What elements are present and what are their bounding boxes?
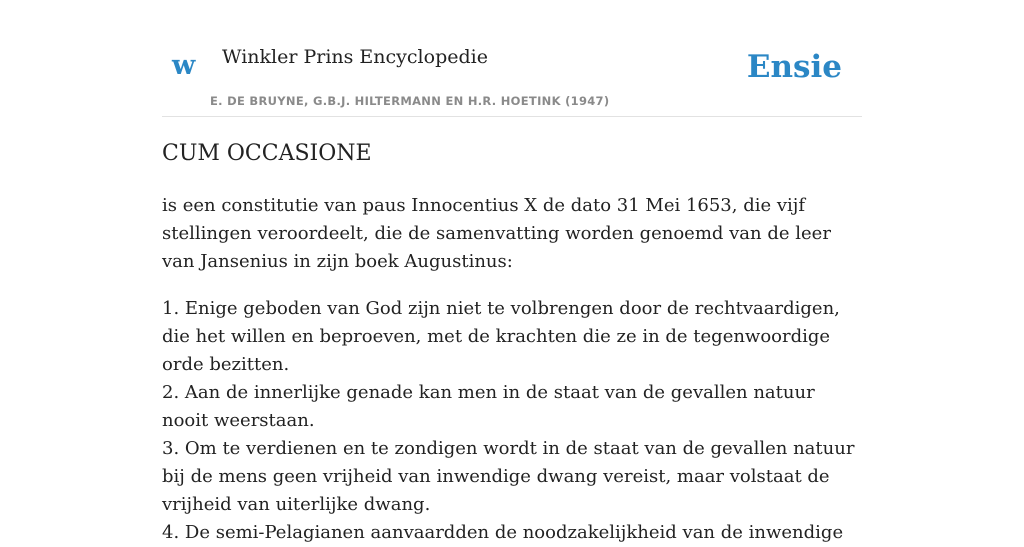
- ensie-logo[interactable]: Ensie: [746, 49, 842, 85]
- article-body: [162, 192, 862, 547]
- intro-paragraph: is een constitutie van paus Innocentius X de dato 31 Mei 1653, die vijf stellingen veroordeelt, die de samenvatting worden genoemd van de leer van Jansenius in zijn boek Augustinus:: [162, 195, 831, 272]
- authors-line: E. DE BRUYNE, G.B.J. HILTERMANN EN H.R. HOETINK (1947): [210, 94, 610, 108]
- list-item: 3. Om te verdienen en te zondigen wordt in de staat van de gevallen natuur bij de mens geen vrijheid van inwendige dwang vereist, maar volstaat de vrijheid van uiterlijke dwang.: [162, 438, 855, 515]
- list-item: 2. Aan de innerlijke genade kan men in de staat van de gevallen natuur nooit weerstaan.: [162, 382, 815, 431]
- logo-w-icon[interactable]: w: [172, 50, 196, 81]
- entry-title: CUM OCCASIONE: [162, 141, 372, 166]
- list-item: 1. Enige geboden van God zijn niet te volbrengen door de rechtvaardigen, die het willen en beproeven, met de krachten die ze in de tegenwoordige orde bezitten.: [162, 298, 840, 375]
- list-item: 4. De semi-Pelagianen aanvaardden de noodzakelijkheid van de inwendige: [162, 522, 844, 543]
- site-title[interactable]: Winkler Prins Encyclopedie: [222, 46, 488, 68]
- site-header: [162, 0, 862, 117]
- points-list: [162, 295, 862, 547]
